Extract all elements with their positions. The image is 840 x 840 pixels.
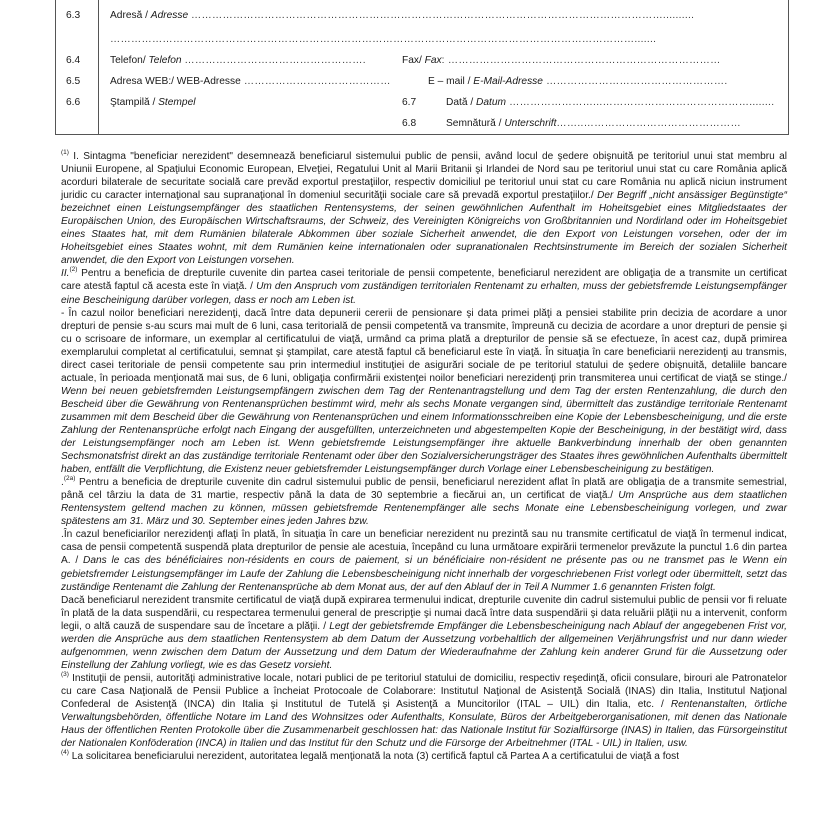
- footnote-2a-resumption: [61, 594, 787, 672]
- footnote-text-ro: La solicitarea beneficiarului nerezident, autoritatea legală menţionată la nota (3) certifică faptul că Partea A a certificatului de viaţă a fost: [68, 751, 680, 763]
- footnote-marker: (1): [61, 149, 69, 156]
- footnote-text-de: Rentenanstalten, örtliche Verwaltungsbehörden, öffentliche Notare im Land des Wohnsitzes oder Aufenthalts, Konsulate, Büros der Arbeitgeberorganisationen, mit denen das Nationale Haus der öffentlichen Renten Protokolle über die Zusammenarbeit geschlossen hat: das Nationale Institut für Sozialfürsorge (INAS) in Italien, das Fürsorgeinstitut der Nationalen Konföderation (INCA) in Italien und das Institut für den Schutz und die Fürsorge der Arbeitnehmer (ITAL - UIL) in Italien, usw.: [61, 698, 788, 750]
- row-number: 6.4: [66, 55, 81, 66]
- stamp-label: Ştampilă /: [110, 97, 159, 108]
- web-address-dots: ……………………………………: [240, 76, 391, 87]
- address-label-de: Adresse: [150, 10, 189, 21]
- form-row-signature: [56, 116, 788, 132]
- footnotes: [61, 150, 787, 763]
- web-address-field[interactable]: [110, 74, 391, 90]
- footnote-2a: [61, 476, 787, 528]
- footnote-marker: (4): [61, 749, 69, 757]
- footnote-marker: (2a): [63, 475, 76, 483]
- phone-dots: …………………………………………….: [184, 55, 366, 66]
- form-row-address: [56, 8, 788, 24]
- footnote-text-de: Um Ansprüche aus dem staatlichen Rentensystem geltend machen zu können, müssen gebietsfremde Rentenempfänger alle sechs Monate eine Lebensbescheinigung vorlegen, und zwar spätestens am 31. März und 30. September eines jeden Jahres bzw.: [61, 490, 787, 528]
- row-number: 6.3: [66, 10, 81, 21]
- email-label: E – mail /: [428, 76, 474, 87]
- form-row-address-cont: [56, 32, 788, 48]
- section-prefix: II.: [61, 268, 70, 280]
- email-dots: …………………………………………….: [542, 76, 728, 87]
- footnote-text-de: Der Begriff „nicht ansässiger Begünstigte“ bezeichnet einen Leistungsempfänger des staatlichen Rentensystems, der seinen gewöhnlichen Aufenthalt im Hoheitsgebiet eines Mitgliedstaates der Europäischen Union, des Europäischen Wirtschaftsraums, der Schweiz, des Vereinigten Königreichs von Großbritannien und Nordirland oder im Hoheitsgebiet eines Staates hat, mit dem Rumänien bilaterale Abkommen über soziale Sicherheit anwendet, die den Export von Leistungen vorsehen, oder der im Hoheitsgebiet eines Staates wohnt, mit dem Rumänien keine internationalen oder supranationalen Rechtsinstrumente im Bereich der sozialen Sicherheit anwendet, die den Export von Leistungen vorsehen.: [61, 190, 787, 267]
- signature-label-de: Unterschrift: [504, 118, 557, 129]
- footnote-text-de: Dans le cas des bénéficiaires non-résidents en cours de paiement, si un bénéficiaire non-résident ne présente pas ou ne transmet pas le Wenn ein gebietsfremder Leistungsempfänger im Laufe der Zahlung die Lebensbescheinigung nicht innerhalb der vorgeschriebenen Frist vorlegt oder übermittelt, setzt das zuständige Rentenamt die Zahlung der Rentenansprüche ab dem Monat aus, der auf den Ablauf der in Teil A Nummer 1.6 genannten Fristen folgt.: [61, 555, 787, 593]
- footnote-text-de: Legt der gebietsfremde Empfänger die Lebensbescheinigung nach Ablauf der angegebenen Frist vor, werden die Ansprüche aus dem staatlichen Rentensystem ab dem Datum der Aussetzung vorbehaltlich der allgemeinen Verjährungsfrist und nur dann wieder aufgenommen, wenn zwischen dem Datum der Aussetzung und dem Datum der Wiederaufnahme der Zahlung kein anderer Grund für die Aussetzung oder Einstellung der Zahlung vorliegt, wie es das Gesetz vorsieht.: [61, 620, 787, 671]
- fax-field[interactable]: [402, 53, 721, 69]
- footnote-text-ro: .În cazul beneficiarilor nerezidenţi aflaţi în plată, în situaţia în care un beneficiar nerezident nu prezintă sau nu transmite certificatul de viaţă în termenul indicat, casa de pensii competentă suspendă plata drepturilor de pensie ale acestuia, începând cu luna următoare expirării termenelor prevăzute la punctul 1.6 din partea A. /: [61, 529, 787, 567]
- footnote-text-de: Wenn bei neuen gebietsfremden Leistungsempfängern zwischen dem Tag der Rentenantragstellung und dem Tag der ersten Rentenzahlung, die durch den Bescheid über die Gewährung von Rentenansprüchen bestimmt wird, mehr als sechs Monate vergangen sind, übermittelt das zuständige territoriale Rentenamt zusammen mit dem Bescheid über die Gewährung von Rentenansprüchen und einem Informationsschreiben eine Kopie der Lebensbescheinigung, und die erste Zahlung der Rentenansprüche erfolgt nach Eingang der ausgefüllten, unterzeichneten und abgestempelten Kopie der Bescheinigung, in der bestätigt wird, dass der Leistungsempfänger noch am Leben ist. Wenn gebietsfremde Leistungsempfänger ihre aktuelle Bankverbindung innerhalb der oben genannten Sechsmonatsfrist direkt an das zuständige territoriale Rentenamt oder über den Sozialversicherungsträger des Staates ihres gewöhnlichen Aufenthalts übermittelt haben, entfällt die Verpflichtung, die Existenz neuer gebietsfremder Leistungsempfänger durch Vorlage einer Lebensbescheinigung zu bestätigen.: [61, 385, 787, 476]
- address-label: Adresă /: [110, 10, 151, 21]
- fax-label-de: Fax: [424, 55, 442, 66]
- form-row-phone-fax: [56, 53, 788, 69]
- address-field-line2[interactable]: [110, 32, 656, 48]
- footnote-text-ro: Pentru a beneficia de drepturile cuvenite din cadrul sistemului public de pensii, beneficiarul nerezident aflat în plată are obligaţia de a transmite semestrial, până cel târziu la data de 31 martie, respectiv până la data de 30 septembrie a fiecărui an, un certificat de viaţă./: [61, 477, 787, 502]
- phone-label: Telefon/: [110, 55, 149, 66]
- fax-label: Fax/: [402, 55, 425, 66]
- address-dots-line2: …………………………………………………………………………………………………………………………………….......: [110, 34, 657, 45]
- footnote-2: [61, 267, 787, 306]
- row-number: 6.6: [66, 97, 81, 108]
- signature-label: Semnătură /: [446, 118, 505, 129]
- stamp-area[interactable]: [110, 95, 196, 111]
- phone-label-de: Telefon: [148, 55, 182, 66]
- phone-field[interactable]: [110, 53, 366, 69]
- row-number: 6.7: [402, 97, 417, 108]
- form-row-web-email: [56, 74, 788, 90]
- footnote-text-ro: - În cazul noilor beneficiari nerezidenţi, dacă între data depunerii cererii de pensionare şi data primei plăţi a pensiei stabilite prin decizia de acordare a unor drepturi de pensie s-au scurs mai mult de 6 luni, casa teritorială de pensii competentă va transmite, împreună cu decizia de acordare a unor drepturi de pensie şi cu o scrisoare de informare, un exemplar al certificatului de viaţă, urmând ca prima plată a drepturilor de pensie să se efectueze, în acest caz, după primirea exemplarului completat al certificatului, semnat şi ştampilat, care atestă faptul că beneficiarul este în viaţă. În situaţia în care beneficiarii nerezidenţi au transmis, direct casei teritoriale de pensii competente sau prin intermediul instituţiei de asigurări sociale de pe teritoriul statului de şedere obişnuită, detaliile bancare actuale, în perioada menţionată mai sus, de 6 luni, obligaţia confirmării existenţei noilor beneficiari nerezidenţi prin transmiterea unui certificat de viaţă se stinge./: [61, 307, 787, 384]
- footnote-text-ro: I. Sintagma "beneficiar nerezident" desemnează beneficiarul sistemului public de pensii, având locul de şedere obişnuită pe teritoriul unui stat membru al Uniunii Europene, al Spaţiului Economic European, Elveţiei, Regatului Unit al Marii Britanii şi Irlandei de Nord sau pe teritoriul unui stat cu care România aplică acorduri bilaterale de securitate socială care prevăd exportul prestaţiilor, respectiv domiciliul pe teritoriul unui stat cu care România nu aplică niciun instrument juridic cu caracter internaţional sau supranaţional în domeniul securităţii sociale care să prevadă exportul prestaţiilor./: [61, 151, 787, 202]
- footnote-4: [61, 750, 787, 763]
- address-dots: ………………………………………………………………………………………………………………………..........: [191, 10, 695, 21]
- row-number: 6.5: [66, 76, 81, 87]
- date-label: Dată /: [446, 97, 477, 108]
- section-prefix: .: [61, 477, 64, 489]
- date-field[interactable]: [446, 95, 774, 111]
- footnote-text-de: Um den Anspruch vom zuständigen territorialen Rentenamt zu erhalten, muss der gebietsfremde Leistungsempfänger eine Bescheinigung darüber vorlegen, dass er noch am Leben ist.: [61, 281, 788, 306]
- footnote-2-new-beneficiaries: [61, 307, 787, 477]
- footnote-marker: (2): [69, 266, 78, 274]
- email-field[interactable]: [428, 74, 728, 90]
- signature-form-table: [55, 0, 789, 135]
- date-label-de: Datum: [476, 97, 507, 108]
- row-number: 6.8: [402, 118, 417, 129]
- address-field[interactable]: [110, 8, 694, 24]
- web-address-label: Adresa WEB:/ WEB-Adresse: [110, 76, 241, 87]
- form-row-stamp-date: [56, 95, 788, 111]
- footnote-3: [61, 672, 787, 750]
- date-dots: ……………………...……………………………………........: [506, 97, 775, 108]
- stamp-label-de: Stempel: [158, 97, 196, 108]
- email-label-de: E-Mail-Adresse: [473, 76, 543, 87]
- footnote-text-ro: Pentru a beneficia de drepturile cuvenite din partea casei teritoriale de pensii competente, beneficiarul nerezident are obligaţia de a transmite un certificat care atestă faptul că acesta este în viaţă. /: [61, 268, 787, 293]
- footnote-text-ro: Dacă beneficiarul nerezident transmite certificatul de viaţă după expirarea termenului indicat, drepturile cuvenite din cadrul sistemului public de pensii vor fi reluate în plată de la data suspendării, cu respectarea termenului general de prescripţie şi numai dacă între data suspendării şi data reluării plăţii nu a intervenit, conform legii, o altă cauză de suspendare sau de încetare a plăţii. /: [61, 594, 788, 632]
- footnote-text-ro: Instituţii de pensii, autorităţi administrative locale, notari publici de pe teritoriul statului de domiciliu, respectiv reşedinţă, oficii consulare, birouri ale Patronatelor cu care Casa Naţională de Pensii Publice a încheiat Protocoale de Colaborare: Institutul Naţional de Asistenţă Socială (INAS) din Italia, Institutul Naţional Confederal de Asistenţă (INCA) din Italia şi Institutul de Tutelă şi Asistenţă a Muncitorilor (ITAL – UIL) din Italia, etc. /: [61, 672, 787, 710]
- signature-field[interactable]: [446, 116, 741, 132]
- footnote-marker: (3): [61, 670, 69, 678]
- footnote-2a-suspension: [61, 528, 787, 593]
- signature-dots: ……..………………………………………: [556, 118, 741, 129]
- fax-dots: : ……………………………………………………………………: [441, 55, 721, 66]
- footnote-1: [61, 150, 787, 267]
